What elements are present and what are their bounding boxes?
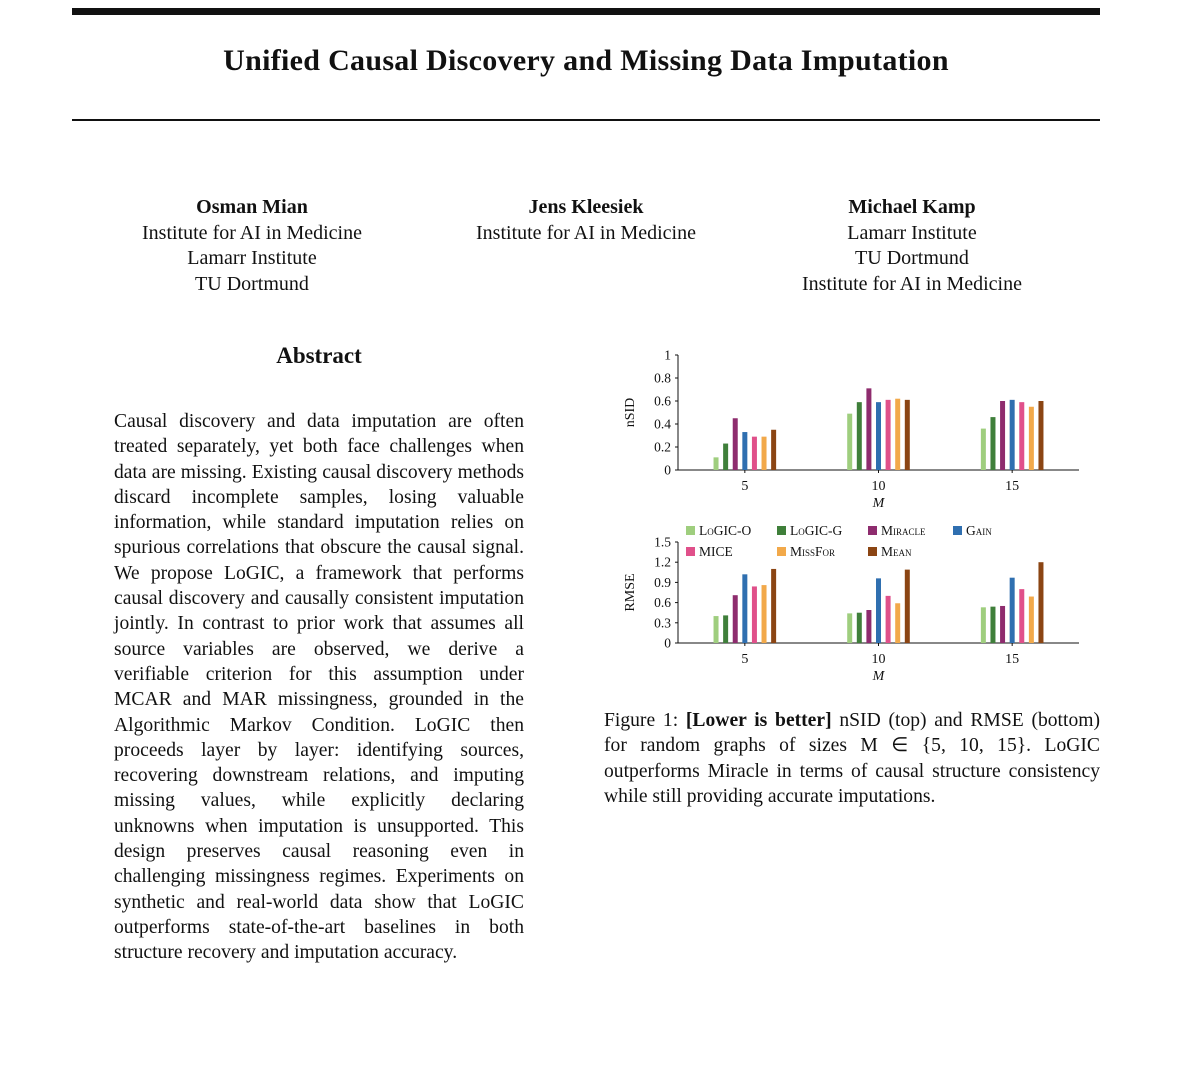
legend-swatch — [777, 547, 786, 556]
paper-title: Unified Causal Discovery and Missing Data Imputation — [223, 44, 949, 77]
x-axis-label: M — [872, 496, 885, 511]
bar-mice — [1019, 589, 1024, 643]
x-tick-label: 10 — [871, 652, 886, 667]
y-axis-label: nSID — [623, 397, 638, 428]
author-affiliation: Institute for AI in Medicine — [142, 221, 362, 244]
y-axis-label: RMSE — [623, 573, 638, 612]
legend-swatch — [953, 526, 962, 535]
bar-mean — [1038, 401, 1043, 470]
legend-swatch — [777, 526, 786, 535]
x-axis-label: M — [872, 669, 885, 682]
y-tick-label: 0.4 — [654, 416, 671, 432]
author-name: Michael Kamp — [848, 196, 976, 218]
legend-label: LoGIC-O — [699, 523, 752, 538]
author-affiliation: TU Dortmund — [195, 272, 309, 295]
bar-missfor — [1029, 597, 1034, 643]
y-tick-label: 0.2 — [654, 439, 671, 455]
abstract-heading: Abstract — [276, 343, 362, 368]
bar-gain — [1010, 400, 1015, 470]
author-affiliation: TU Dortmund — [855, 247, 969, 269]
author-name: Jens Kleesiek — [528, 196, 644, 218]
bar-logic-g — [723, 615, 728, 643]
bar-logic-g — [723, 444, 728, 470]
author-block-3 — [762, 195, 1062, 297]
bar-mean — [771, 430, 776, 470]
x-tick-label: 5 — [741, 652, 749, 667]
y-tick-label: 0 — [664, 462, 671, 478]
bar-miracle — [733, 595, 738, 643]
bar-gain — [876, 402, 881, 470]
y-tick-label: 1 — [664, 347, 671, 363]
bar-logic-o — [847, 414, 852, 470]
legend-label: MICE — [699, 544, 733, 559]
legend-swatch — [868, 526, 877, 535]
bar-logic-o — [981, 607, 986, 643]
author-affiliation: Lamarr Institute — [187, 247, 317, 269]
legend-label: LoGIC-G — [790, 523, 843, 538]
bar-mean — [771, 569, 776, 643]
bar-logic-g — [990, 417, 995, 470]
bar-mice — [752, 586, 757, 643]
y-tick-label: 0.3 — [654, 615, 671, 631]
bar-logic-o — [847, 613, 852, 643]
bar-mean — [905, 570, 910, 643]
bar-missfor — [895, 399, 900, 470]
y-tick-label: 1.5 — [654, 534, 671, 550]
bar-miracle — [866, 388, 871, 470]
y-tick-label: 0 — [664, 635, 671, 651]
y-tick-label: 1.2 — [654, 554, 671, 570]
bar-mean — [905, 400, 910, 470]
top-rule — [72, 8, 1100, 15]
author-block-2 — [436, 195, 736, 246]
bar-mice — [1019, 402, 1024, 470]
author-block-1 — [102, 195, 402, 297]
y-tick-label: 0.8 — [654, 370, 671, 386]
rmse-chart — [623, 523, 1079, 682]
legend-label: Mean — [881, 544, 912, 559]
bar-mice — [886, 596, 891, 643]
y-tick-label: 0.9 — [654, 574, 671, 590]
author-affiliation: Institute for AI in Medicine — [802, 272, 1022, 295]
bar-logic-g — [857, 613, 862, 643]
figure-1 — [604, 342, 1100, 682]
x-tick-label: 15 — [1005, 479, 1020, 494]
x-tick-label: 15 — [1005, 652, 1020, 667]
bar-gain — [742, 574, 747, 643]
caption-bold: [Lower is better] — [685, 710, 832, 731]
caption-prefix: Figure 1: — [604, 710, 679, 731]
bar-miracle — [733, 418, 738, 470]
caption-text: nSID (top) and RMSE (bottom) for random graphs of sizes M ∈ {5, 10, 15}. LoGIC outperforms Miracle in terms of causal structure consistency while still providing accurate imputations. — [604, 710, 1101, 807]
bar-mean — [1038, 562, 1043, 643]
abstract-text: Causal discovery and data imputation are often treated separately, yet both face challenges when data are missing. Existing causal discovery methods discard incomplete samples, losing valuable information, while standard imputation relies on spurious correlations that obscure the causal signal. We propose LoGIC, a framework that performs causal discovery and causally consistent imputation jointly. In contrast to prior work that assumes all source variables are observed, we derive a verifiable criterion for this assumption under MCAR and MAR missingness, grounded in the Algorithmic Markov Condition. LoGIC then proceeds layer by layer: identifying sources, recovering downstream relations, and imputing missing values, while explicitly declaring unknowns when imputation is unsupported. This design preserves causal reasoning even in challenging missingness regimes. Experiments on synthetic and real-world data show that LoGIC outperforms state-of-the-art baselines in both structure recovery and imputation accuracy. — [114, 411, 524, 964]
bar-missfor — [762, 437, 767, 470]
author-affiliation: Lamarr Institute — [847, 221, 977, 244]
bar-logic-g — [990, 607, 995, 643]
bar-logic-g — [857, 402, 862, 470]
figure-caption — [604, 708, 1100, 809]
bar-miracle — [866, 610, 871, 643]
author-name: Osman Mian — [196, 196, 308, 218]
bar-miracle — [1000, 401, 1005, 470]
bar-missfor — [895, 603, 900, 643]
legend-swatch — [686, 547, 695, 556]
legend-label: Gain — [966, 523, 992, 538]
y-tick-label: 0.6 — [654, 595, 671, 611]
bar-missfor — [762, 585, 767, 643]
nsid-chart — [623, 348, 1079, 512]
x-tick-label: 10 — [871, 479, 886, 494]
bar-gain — [1010, 578, 1015, 643]
x-tick-label: 5 — [741, 479, 749, 494]
bar-logic-o — [981, 429, 986, 470]
legend-swatch — [686, 526, 695, 535]
y-tick-label: 0.6 — [654, 393, 671, 409]
bar-mice — [752, 437, 757, 470]
bar-gain — [742, 432, 747, 470]
bar-miracle — [1000, 606, 1005, 643]
legend-label: Miracle — [881, 523, 926, 538]
author-affiliation: Institute for AI in Medicine — [476, 221, 696, 244]
bar-missfor — [1029, 407, 1034, 470]
legend-swatch — [868, 547, 877, 556]
title-rule — [72, 119, 1100, 121]
bar-logic-o — [714, 457, 719, 470]
legend-label: MissFor — [790, 544, 836, 559]
bar-gain — [876, 578, 881, 643]
bar-mice — [886, 400, 891, 470]
bar-logic-o — [714, 616, 719, 643]
